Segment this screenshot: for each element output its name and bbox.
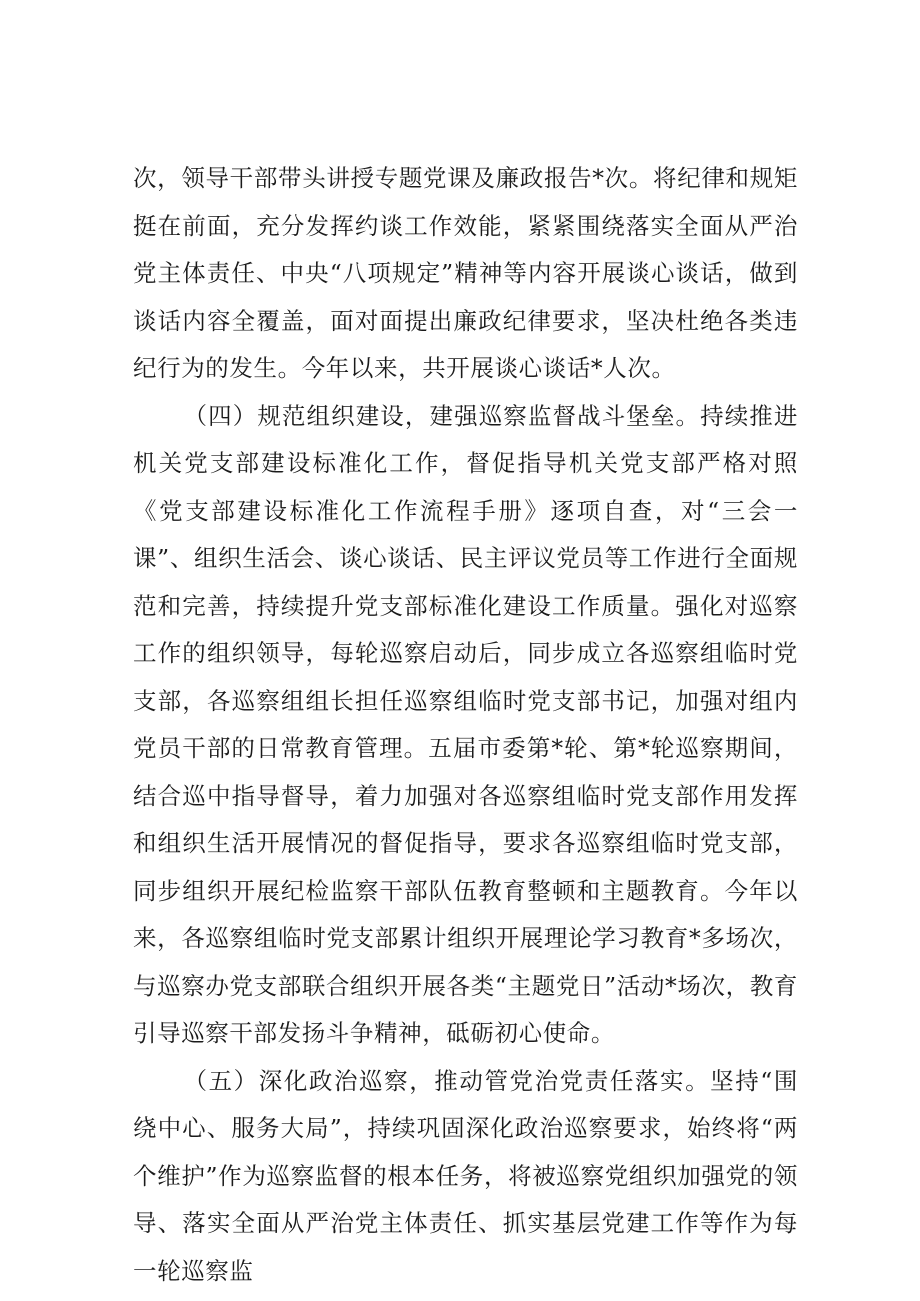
paragraph-continuation: 次，领导干部带头讲授专题党课及廉政报告*次。将纪律和规矩挺在前面，充分发挥约谈工作效能，紧紧围绕落实全面从严治党主体责任、中央“八项规定”精神等内容开展谈心谈话，做到谈话内容全覆盖，面对面提出廉政纪律要求，坚决杜绝各类违纪行为的发生。今年以来，共开展谈心谈话*人次。 — [133, 164, 798, 382]
paragraph-section-5: （五）深化政治巡察，推动管党治党责任落实。坚持“围绕中心、服务大局”，持续巩固深化政治巡察要求，始终将“两个维护”作为巡察监督的根本任务，将被巡察党组织加强党的领导、落实全面从严治党主体责任、抓实基层党建工作等作为每一轮巡察监 — [133, 1066, 798, 1285]
document-body — [133, 155, 798, 1295]
paragraph-section-4: （四）规范组织建设，建强巡察监督战斗堡垒。持续推进机关党支部建设标准化工作，督促指导机关党支部严格对照《党支部建设标准化工作流程手册》逐项自查，对“三会一课”、组织生活会、谈心谈话、民主评议党员等工作进行全面规范和完善，持续提升党支部标准化建设工作质量。强化对巡察工作的组织领导，每轮巡察启动后，同步成立各巡察组临时党支部，各巡察组组长担任巡察组临时党支部书记，加强对组内党员干部的日常教育管理。五届市委第*轮、第*轮巡察期间，结合巡中指导督导，着力加强对各巡察组临时党支部作用发挥和组织生活开展情况的督促指导，要求各巡察组临时党支部，同步组织开展纪检监察干部队伍教育整顿和主题教育。今年以来，各巡察组临时党支部累计组织开展理论学习教育*多场次，与巡察办党支部联合组织开展各类“主题党日”活动*场次，教育引导巡察干部发扬斗争精神，砥砺初心使命。 — [133, 401, 798, 1047]
